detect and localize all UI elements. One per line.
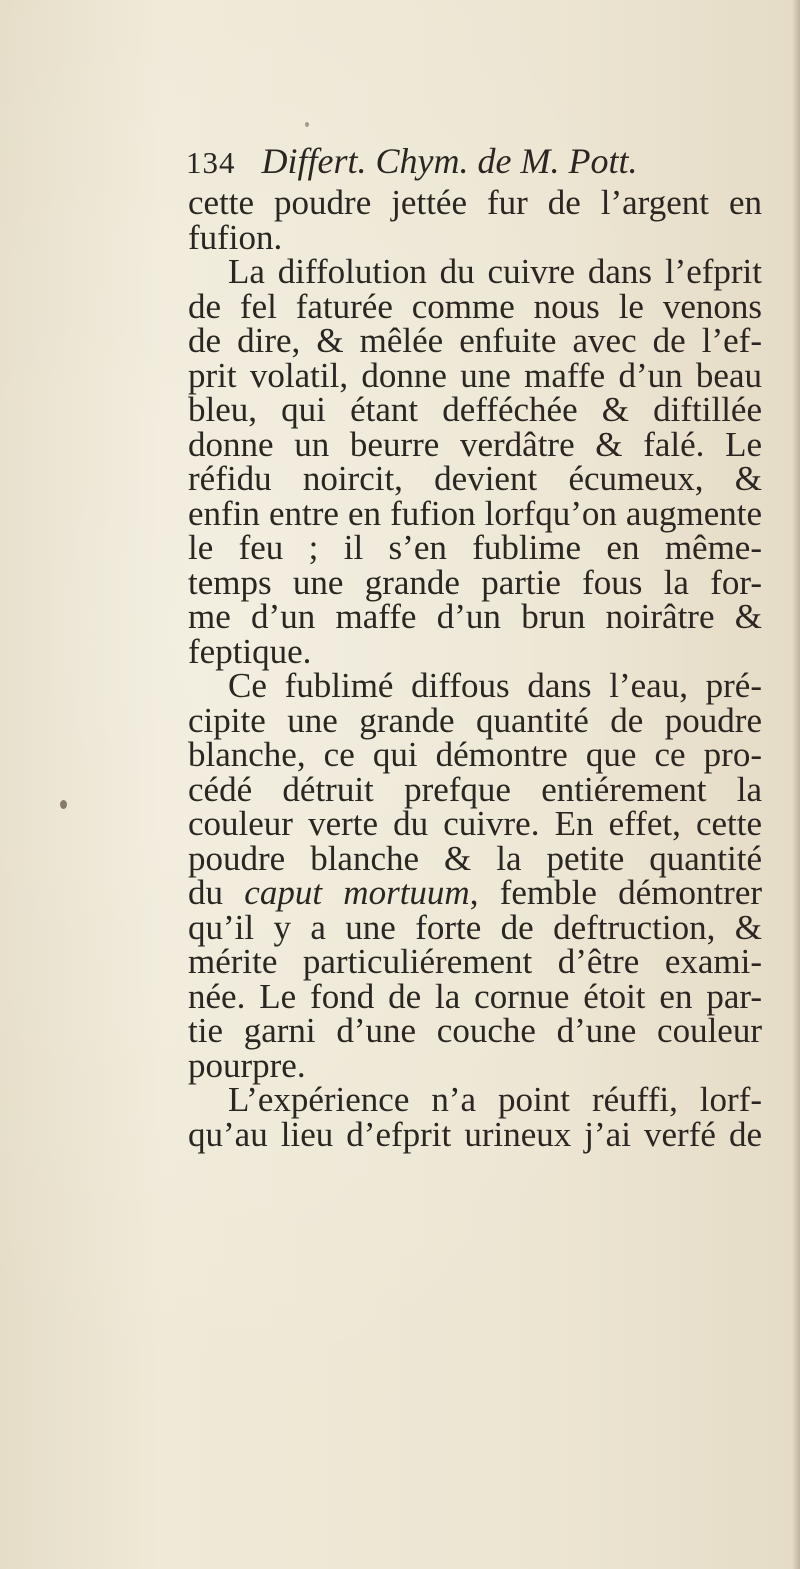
text-line: bleu, qui étant defféchée & diftillée [188, 390, 762, 429]
text-line: Ce fublimé diffous dans l’eau, pré- [228, 666, 762, 705]
text-line: née. Le fond de la cornue étoit en par- [188, 976, 762, 1016]
text-line: L’expérience n’a point réuffi, lorf- [228, 1080, 762, 1119]
text-line: réfidu noircit, devient écumeux, & [188, 459, 762, 498]
body-text [188, 183, 763, 1154]
text-line: La diffolution du cuivre dans l’efprit [228, 252, 762, 291]
italic-phrase: caput mortuum [244, 873, 470, 912]
text-line: blanche, ce qui démontre que ce pro- [188, 735, 762, 774]
text-line: de dire, & mêlée enfuite avec de l’ef- [188, 321, 762, 360]
text-line: donne un beurre verdâtre & falé. Le [188, 424, 762, 464]
text-line: le feu ; il s’en fublime en même- [188, 528, 762, 567]
text-line: cédé détruit prefque entiérement la [188, 769, 762, 809]
text-line: du caput mortuum, femble démontrer [188, 873, 763, 912]
text-line: me d’un maffe d’un brun noirâtre & [188, 597, 762, 636]
page-number: 134 [186, 145, 236, 180]
running-head [186, 140, 746, 188]
text-line: poudre blanche & la petite quantité [188, 838, 762, 878]
text-line: temps une grande partie fous la for- [188, 562, 762, 602]
text-line: enfin entre en fufion lorfqu’on augmente [188, 493, 762, 533]
text-line: pourpre. [188, 1045, 306, 1085]
text-line: de fel faturée comme nous le venons [188, 286, 762, 326]
ink-spot [60, 800, 67, 809]
text-line: cette poudre jettée fur de l’argent en [188, 183, 762, 222]
text-line: feptique. [188, 631, 312, 671]
text-line: mérite particuliérement d’être exami- [188, 942, 762, 981]
text-line: tie garni d’une couche d’une couleur [188, 1011, 762, 1050]
text-line: cipite une grande quantité de poudre [188, 700, 762, 740]
text-line: qu’il y a une forte de deftruction, & [188, 907, 762, 947]
text-line: prit volatil, donne une maffe d’un beau [188, 355, 762, 395]
text-line: couleur verte du cuivre. En effet, cette [188, 804, 762, 843]
ink-spot [305, 122, 309, 127]
text-line: fufion. [188, 217, 283, 257]
page-edge-shadow [792, 0, 800, 1569]
text-line: qu’au lieu d’efprit urineux j’ai verfé de [188, 1114, 762, 1154]
running-title: Differt. Chym. de M. Pott. [261, 141, 638, 181]
